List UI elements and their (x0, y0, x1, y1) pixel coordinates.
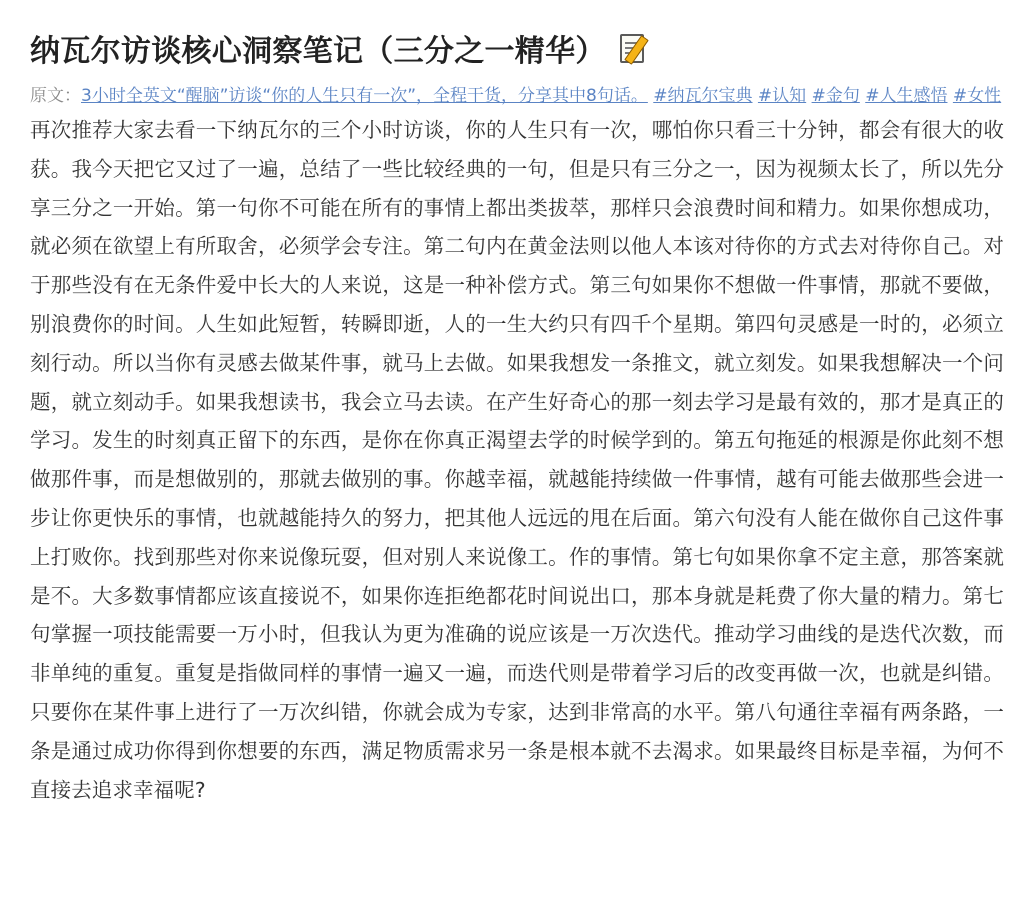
memo-icon (618, 32, 648, 65)
note-body: 再次推荐大家去看一下纳瓦尔的三个小时访谈，你的人生只有一次，哪怕你只看三十分钟，都会有很大的收获。我今天把它又过了一遍，总结了一些比较经典的一句，但是只有三分之一，因为视频太长了，所以先分享三分之一开始。第一句你不可能在所有的事情上都出类拔萃，那样只会浪费时间和精力。如果你想成功，就必须在欲望上有所取舍，必须学会专注。第二句内在黄金法则以他人本该对待你的方式去对待你自己。对于那些没有在无条件爱中长大的人来说，这是一种补偿方式。第三句如果你不想做一件事情，那就不要做，别浪费你的时间。人生如此短暂，转瞬即逝，人的一生大约只有四千个星期。第四句灵感是一时的，必须立刻行动。所以当你有灵感去做某件事，就马上去做。如果我想发一条推文，就立刻发。如果我想解决一个问题，就立刻动手。如果我想读书，我会立马去读。在产生好奇心的那一刻去学习是最有效的，那才是真正的学习。发生的时刻真正留下的东西，是你在你真正渴望去学的时候学到的。第五句拖延的根源是你此刻不想做那件事，而是想做别的，那就去做别的事。你越幸福，就越能持续做一件事情，越有可能去做那些会进一步让你更快乐的事情，也就越能持久的努力，把其他人远远的甩在后面。第六句没有人能在做你自己这件事上打败你。找到那些对你来说像玩耍，但对别人来说像工。作的事情。第七句如果你拿不定主意，那答案就是不。大多数事情都应该直接说不，如果你连拒绝都花时间说出口，那本身就是耗费了你大量的精力。第七句掌握一项技能需要一万小时，但我认为更为准确的说应该是一万次迭代。推动学习曲线的是迭代次数，而非单纯的重复。重复是指做同样的事情一遍又一遍，而迭代则是带着学习后的改变再做一次，也就是纠错。只要你在某件事上进行了一万次纠错，你就会成为专家，达到非常高的水平。第八句通往幸福有两条路，一条是通过成功你得到你想要的东西，满足物质需求另一条是根本就不去渴求。如果最终目标是幸福，为何不直接去追求幸福呢? (30, 118, 1004, 802)
tag-link[interactable]: #纳瓦尔宝典 (653, 86, 753, 106)
tag-link[interactable]: #人生感悟 (865, 86, 948, 106)
source-line (30, 84, 1004, 109)
tag-link[interactable]: #女性 (952, 86, 1002, 106)
source-link[interactable]: 3小时全英文“醒脑”访谈“你的人生只有一次”，全程干货，分享其中8句话。 (81, 86, 648, 106)
source-prefix: 原文： (30, 86, 81, 106)
tag-link[interactable]: #金句 (811, 86, 860, 106)
page-title: 纳瓦尔访谈核心洞察笔记（三分之一精华） (30, 34, 606, 69)
title-row (30, 22, 1004, 74)
tag-link[interactable]: #认知 (757, 86, 807, 106)
